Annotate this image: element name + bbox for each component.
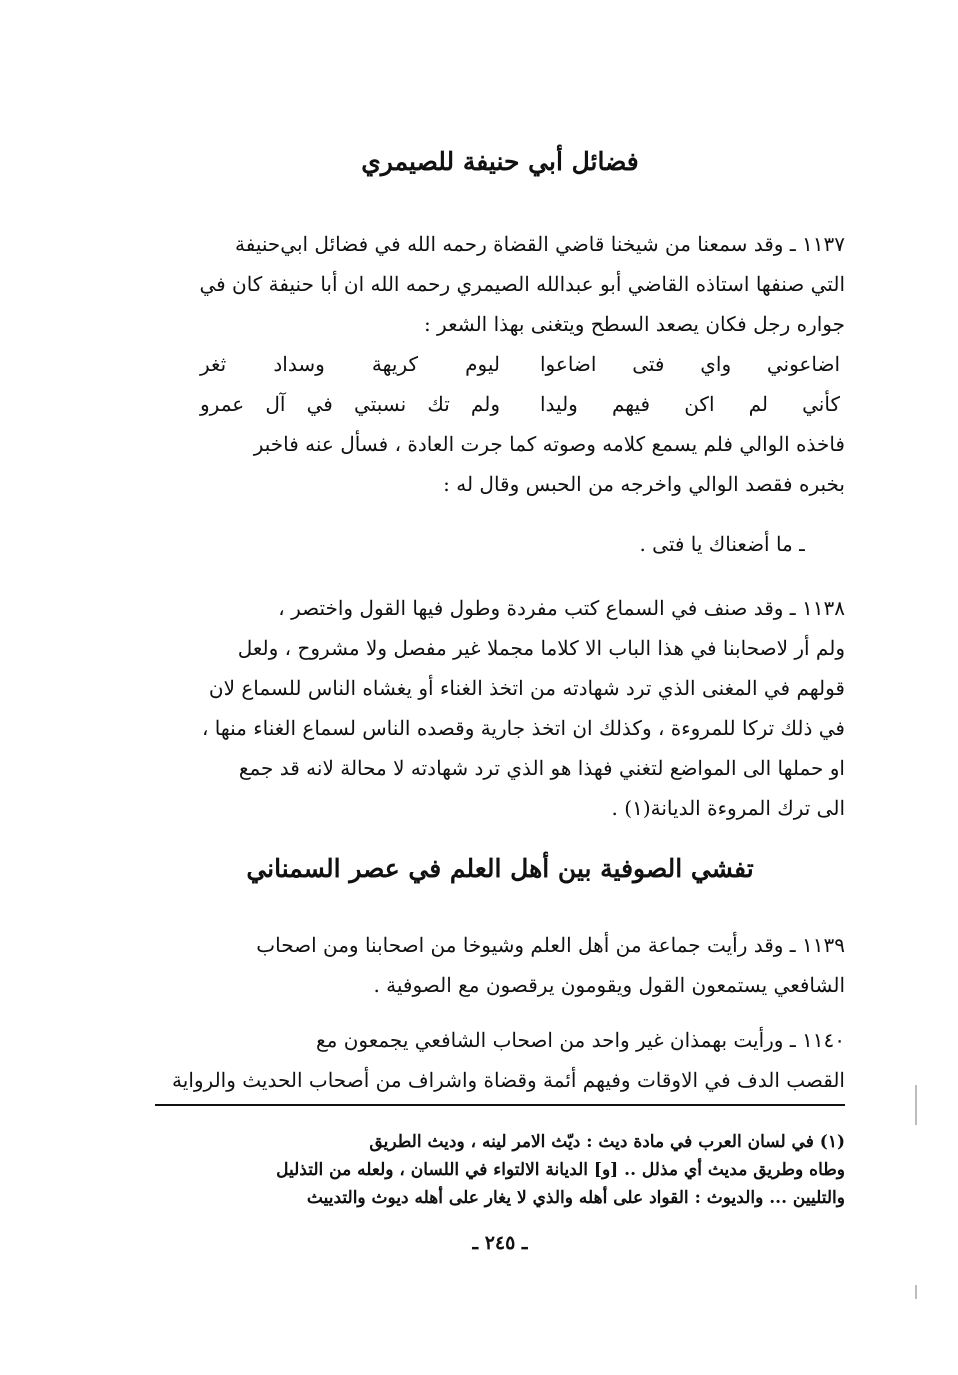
text-line: بخبره فقصد الوالي واخرجه من الحبس وقال له : (443, 472, 845, 496)
section-heading-1: فضائل أبي حنيفة للصيمري (361, 147, 639, 176)
footnote-line: والتليين ... والديوث : القواد على أهله والذي لا يغار على أهله ديوث والتدييث (306, 1188, 845, 1208)
paragraph-1138 (155, 588, 845, 828)
footnote (155, 1128, 845, 1212)
verse-left-hemistich: ولم تك نسبتي في آل عمرو (200, 392, 500, 416)
paragraph-1139 (155, 925, 845, 1005)
text-line: القصب الدف في الاوقات وفيهم أئمة وقضاة واشراف من أصحاب الحديث والرواية (172, 1068, 845, 1092)
text-line: في ذلك تركا للمروءة ، وكذلك ان اتخذ جارية وقصده الناس لسماع الغناء منها ، (201, 716, 845, 740)
paragraph-1137 (155, 224, 845, 344)
verse-right-hemistich: اضاعوني واي فتى اضاعوا (540, 352, 840, 376)
text-line: ولم أر لاصحابنا في هذا الباب الا كلاما مجملا غير مفصل ولا مشروح ، ولعل (237, 636, 845, 660)
verse-left-hemistich: ليوم كريهة وسداد ثغر (200, 352, 500, 376)
text-line: الى ترك المروءة الديانة(١) . (611, 796, 845, 820)
page-number: ـ ٢٤٥ ـ (472, 1232, 528, 1254)
text-line: فاخذه الوالي فلم يسمع كلامه وصوته كما جرت العادة ، فسأل عنه فاخبر (253, 432, 845, 456)
text-line: الشافعي يستمعون القول ويقومون يرقصون مع الصوفية . (373, 973, 845, 997)
footnote-line: (١) في لسان العرب في مادة ديث : ديّث الامر لينه ، وديث الطريق (369, 1132, 845, 1152)
paragraph-1137-cont (155, 424, 845, 504)
paragraph-1140 (155, 1020, 845, 1100)
scan-edge-mark (915, 1085, 917, 1125)
quote-line (155, 524, 845, 564)
footnote-divider (155, 1104, 845, 1106)
verse-row (200, 344, 840, 384)
text-line: ١١٣٩ ـ وقد رأيت جماعة من أهل العلم وشيوخا من اصحابنا ومن اصحاب (256, 933, 845, 957)
section-heading-2: تفشي الصوفية بين أهل العلم في عصر السمناني (246, 854, 754, 883)
text-line: ١١٣٨ ـ وقد صنف في السماع كتب مفردة وطول فيها القول واختصر ، (278, 596, 845, 620)
verse-row (200, 384, 840, 424)
poem-verses (200, 344, 840, 424)
footnote-line: وطاه وطريق مديث أي مذلل .. [و] الديانة الالتواء في اللسان ، ولعله من التذليل (276, 1160, 845, 1180)
text-line: او حملها الى المواضع لتغني فهذا هو الذي ترد شهادته لا محالة لانه قد جمع (238, 756, 845, 780)
scan-edge-mark (915, 1285, 917, 1299)
text-line: ١١٤٠ ـ ورأيت بهمذان غير واحد من اصحاب الشافعي يجمعون مع (315, 1028, 845, 1052)
text-line: قولهم في المغنى الذي ترد شهادته من اتخذ الغناء أو يغشاه الناس للسماع لان (208, 676, 845, 700)
text-line: ١١٣٧ ـ وقد سمعنا من شيخنا قاضي القضاة رحمه الله في فضائل ابي‌حنيفة (235, 232, 845, 256)
verse-right-hemistich: كأني لم اكن فيهم وليدا (540, 392, 840, 416)
text-line: جواره رجل فكان يصعد السطح ويتغنى بهذا الشعر : (423, 312, 845, 336)
text-line: التي صنفها استاذه القاضي أبو عبدالله الصيمري رحمه الله ان أبا حنيفة كان في (199, 272, 845, 296)
text-line: ـ ما أضعناك يا فتى . (639, 532, 805, 556)
